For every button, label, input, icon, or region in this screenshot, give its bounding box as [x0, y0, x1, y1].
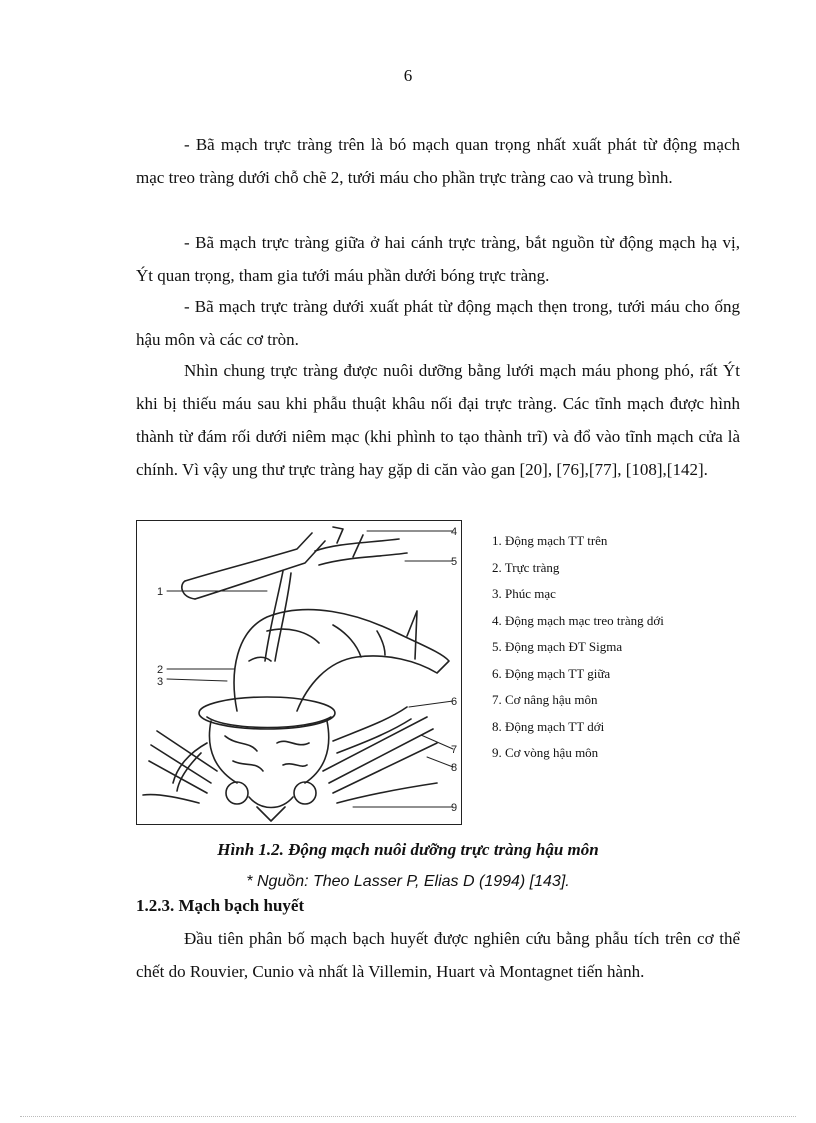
paragraph-blood-supply-summary: Nhìn chung trực tràng được nuôi dưỡng bằng lưới mạch máu phong phó, rất Ýt khi bị thiếu máu sau khi phẫu thuật khâu nối đại trực tràng. Các tĩnh mạch được hình thành từ đám rối dưới niêm mạc (khi phình to tạo thành trĩ) và đổ vào tĩnh mạch cửa là chính. Vì vậy ung thư trực tràng hay gặp di căn vào gan [20], [76],[77], [108],[142].	[136, 361, 740, 479]
right-upper-vessel	[315, 539, 407, 565]
section-heading: 1.2.3. Mạch bạch huyết	[136, 896, 305, 915]
right-upper-branch	[333, 527, 363, 557]
aorta-end-cap	[182, 581, 195, 599]
rectum-body	[209, 721, 328, 783]
footer-divider	[20, 1116, 796, 1117]
callout-9: 9	[451, 802, 458, 814]
callout-4: 4	[451, 526, 458, 538]
paragraph-middle-rectal-artery: - Bã mạch trực tràng giữa ở hai cánh trực tràng, bắt nguồn từ động mạch hạ vị, Ýt quan trọng, tham gia tưới máu phần dưới bóng trực tràng.	[136, 233, 740, 285]
callout-2: 2	[157, 664, 164, 676]
callout-5: 5	[451, 556, 458, 568]
legend-item: 1. Động mạch TT trên	[492, 533, 608, 548]
mesentery-branch	[407, 611, 417, 659]
legend-item: 8. Động mạch TT dới	[492, 718, 605, 734]
callout-1: 1	[157, 586, 164, 598]
peritoneum-rim	[199, 697, 335, 729]
callout-3: 3	[157, 676, 164, 688]
legend-item: 4. Động mạch mạc treo tràng dới	[492, 612, 664, 628]
anal-canal	[249, 797, 293, 821]
anatomy-illustration	[136, 520, 462, 825]
callout-6: 6	[451, 696, 458, 708]
callout-8: 8	[451, 762, 458, 774]
paragraph-upper-rectal-artery: - Bã mạch trực tràng trên là bó mạch quan trọng nhất xuất phát từ động mạch mạc treo tràng dưới chỗ chẽ 2, tưới máu cho phần trực tràng cao và trung bình.	[136, 135, 740, 187]
rectum-texture	[225, 736, 309, 771]
legend-item: 5. Động mạch ĐT Sigma	[492, 639, 623, 654]
legend-item: 6. Động mạch TT giữa	[492, 665, 611, 681]
paragraph-lymphatics: Đầu tiên phân bố mạch bạch huyết được nghiên cứu bằng phẫu tích trên cơ thể chết do Rouvier, Cunio và nhất là Villemin, Huart và Montagnet tiến hành.	[136, 929, 740, 981]
levator-ani-right	[323, 717, 437, 793]
aorta-vessel	[185, 533, 325, 599]
rectal-artery-drawing	[137, 521, 460, 823]
legend-item: 9. Cơ vòng hậu môn	[492, 745, 599, 760]
legend-item: 7. Cơ nâng hậu môn	[492, 692, 598, 707]
page-number: 6	[403, 66, 413, 85]
legend-item: 2. Trực tràng	[492, 559, 560, 575]
anal-sphincter-right	[294, 782, 316, 804]
figure-source: * Nguồn: Theo Lasser P, Elias D (1994) [143].	[246, 873, 570, 890]
figure-legend	[492, 528, 664, 767]
callout-7: 7	[451, 744, 458, 756]
legend-item: 3. Phúc mạc	[492, 586, 556, 601]
figure-caption: Hình 1.2. Động mạch nuôi dưỡng trực tràng hậu môn	[217, 840, 599, 859]
paragraph-lower-rectal-artery: - Bã mạch trực tràng dưới xuất phát từ động mạch thẹn trong, tưới máu cho ống hậu môn và các cơ tròn.	[136, 297, 740, 349]
anal-sphincter-left	[226, 782, 248, 804]
